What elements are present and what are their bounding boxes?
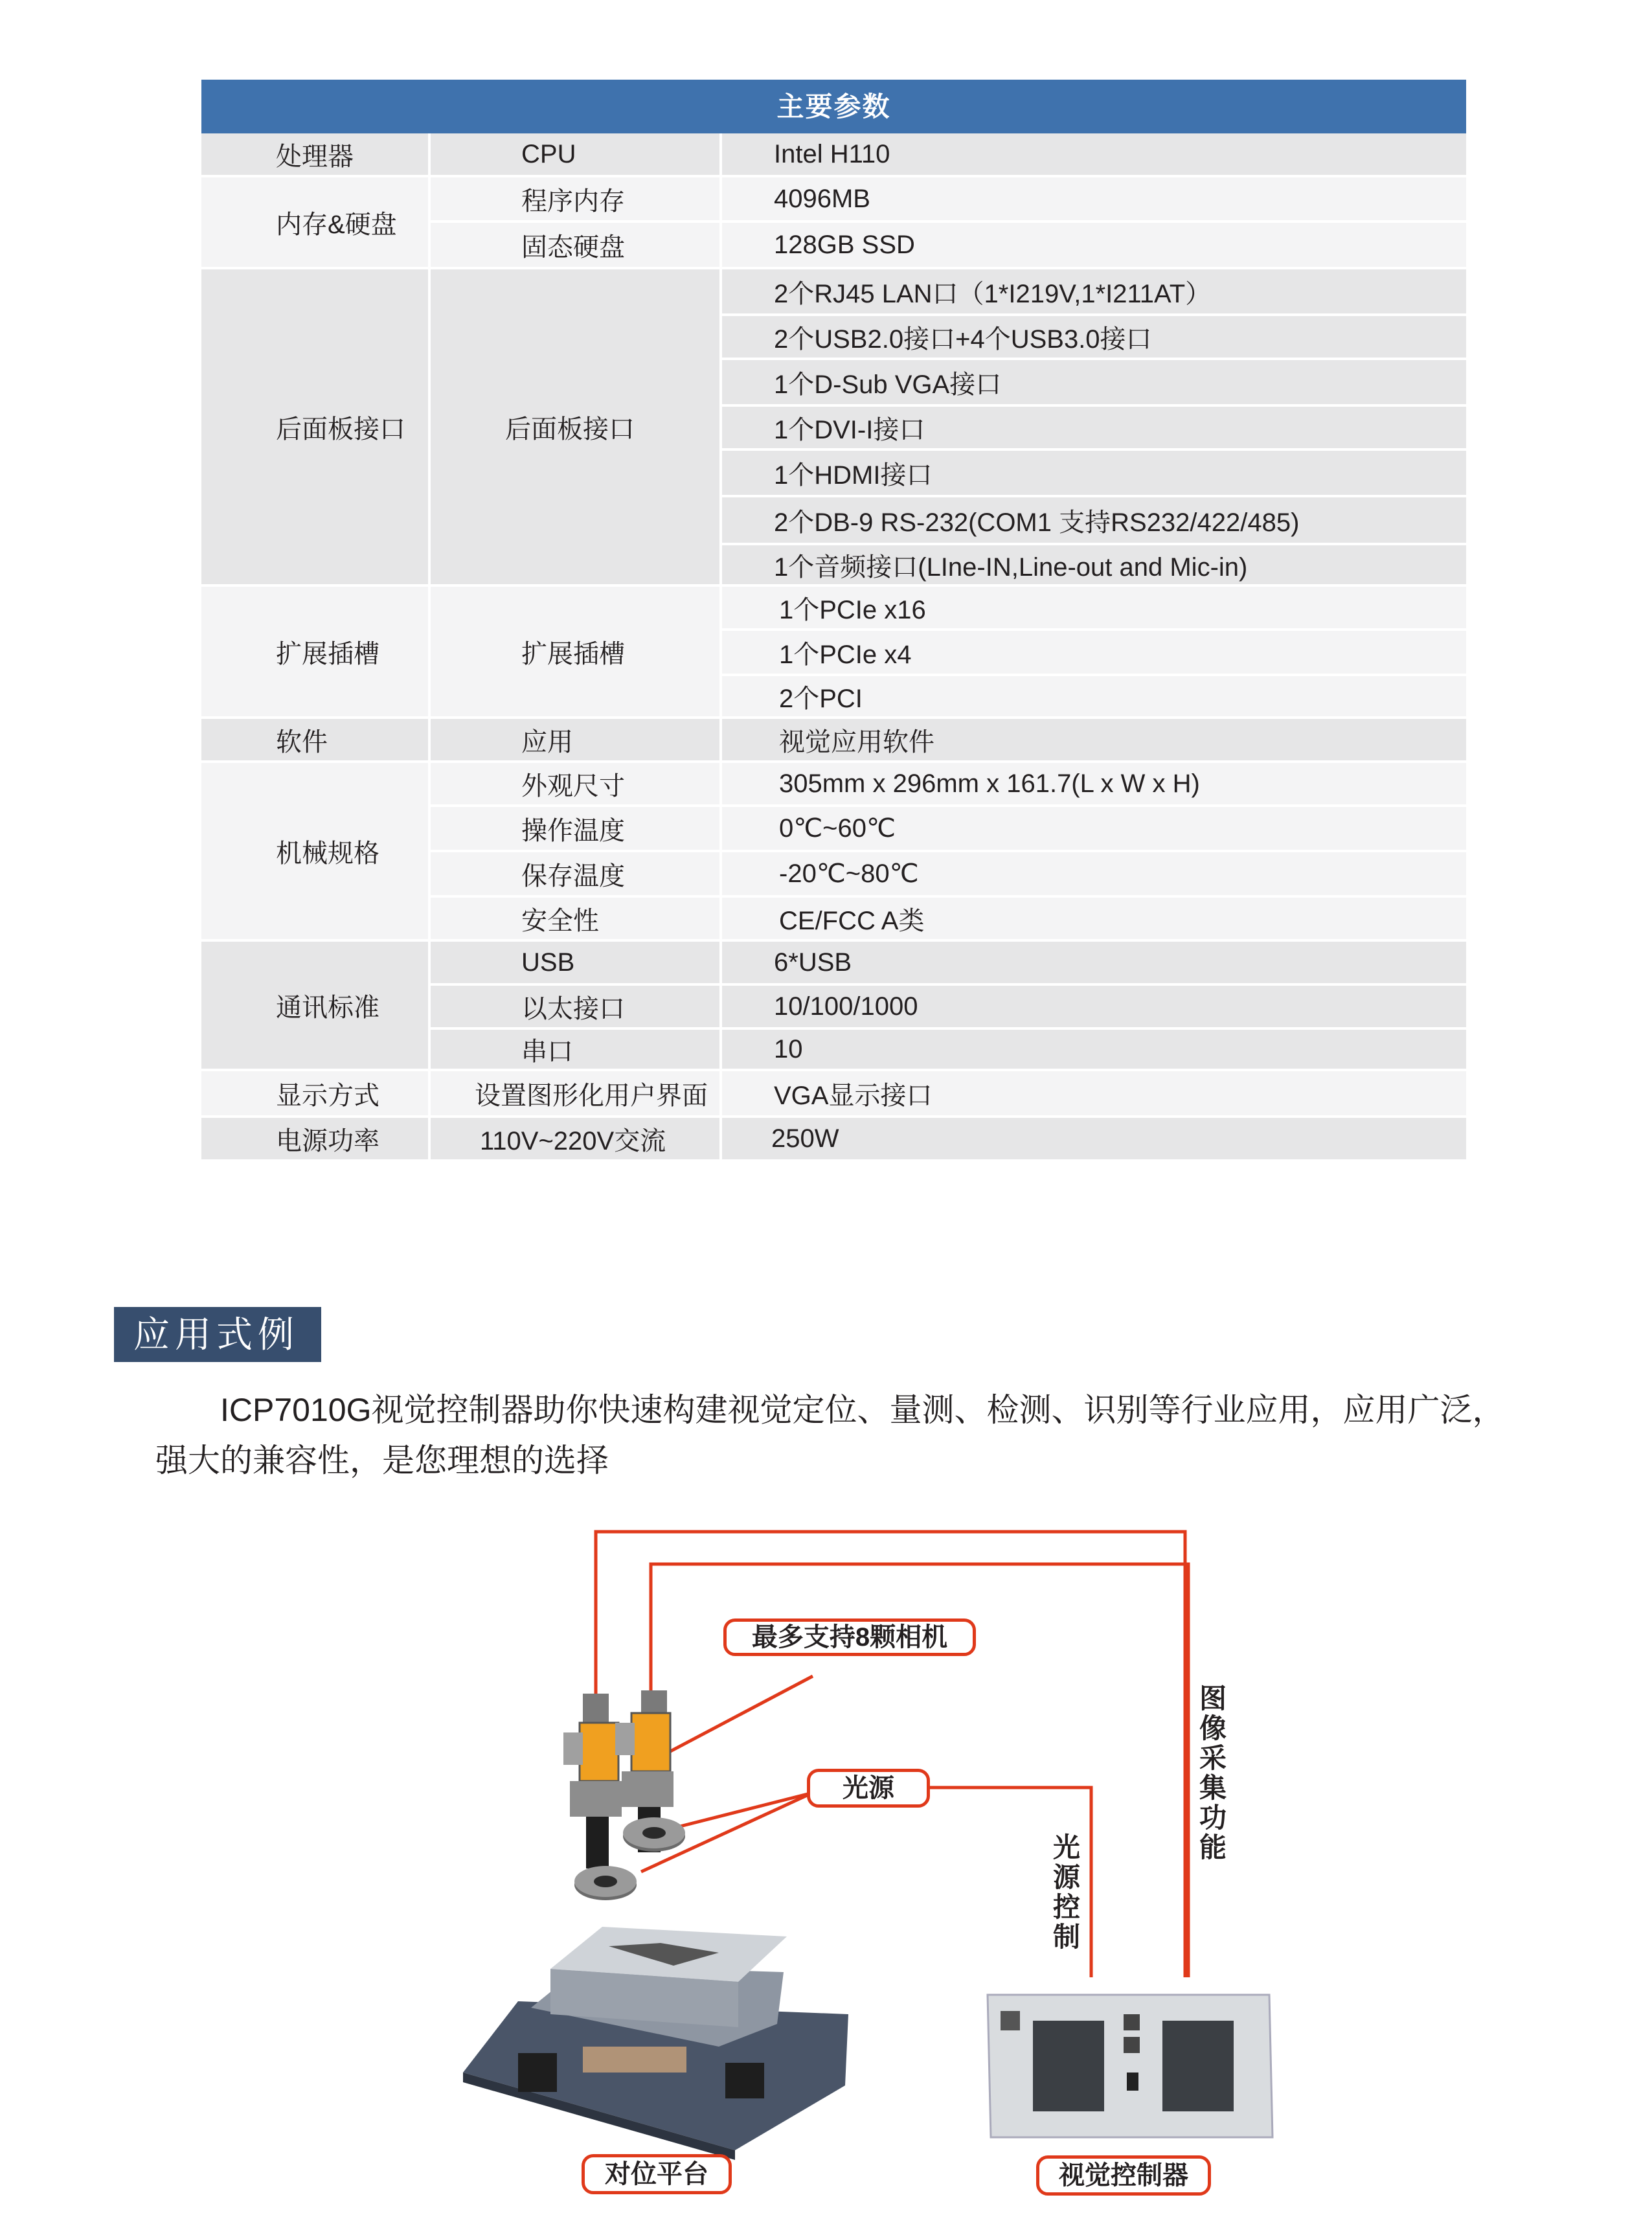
alignment-platform-icon	[463, 1927, 848, 2160]
row-value: 2个DB-9 RS-232(COM1 支持RS232/422/485)	[722, 497, 1466, 545]
diagram-graphics	[0, 1490, 1652, 2226]
row-value: Intel H110	[722, 133, 1466, 177]
row-value: 10/100/1000	[722, 986, 1466, 1030]
light-control-label: 光源控制	[1050, 1833, 1080, 1952]
row-item: 扩展插槽	[431, 587, 722, 719]
row-category: 内存&硬盘	[201, 177, 431, 269]
row-item: 110V~220V交流	[431, 1118, 722, 1159]
light-callout: 光源	[807, 1769, 930, 1808]
controller-callout: 视觉控制器	[1036, 2155, 1211, 2196]
row-value: 视觉应用软件	[722, 719, 1466, 763]
spec-table	[201, 80, 1466, 1159]
light-pointer-line-1	[680, 1793, 813, 1826]
intro-paragraph	[155, 1385, 1548, 1486]
row-value: VGA显示接口	[722, 1071, 1466, 1118]
row-value: 1个D-Sub VGA接口	[722, 360, 1466, 407]
row-item: 保存温度	[431, 852, 722, 898]
row-value: 1个音频接口(LIne-IN,Line-out and Mic-in)	[722, 545, 1466, 587]
row-item: 设置图形化用户界面	[431, 1071, 722, 1118]
row-value: 10	[722, 1030, 1466, 1071]
row-category: 后面板接口	[201, 269, 431, 587]
intro-line-1: ICP7010G视觉控制器助你快速构建视觉定位、量测、检测、识别等行业应用，应用广泛，	[220, 1392, 1505, 1428]
row-category: 电源功率	[201, 1118, 431, 1159]
row-value: 2个PCI	[722, 676, 1466, 719]
row-value: 1个DVI-I接口	[722, 407, 1466, 451]
application-diagram	[0, 1490, 1652, 2226]
row-item: 以太接口	[431, 986, 722, 1030]
row-value: 250W	[722, 1118, 1466, 1159]
table-header: 主要参数	[201, 80, 1466, 133]
row-value: 4096MB	[722, 177, 1466, 223]
row-category: 处理器	[201, 133, 431, 177]
row-value: 0℃~60℃	[722, 807, 1466, 852]
table-body	[201, 133, 1466, 1159]
row-category: 显示方式	[201, 1071, 431, 1118]
image-capture-label: 图像采集功能	[1196, 1684, 1227, 1863]
row-item: 串口	[431, 1030, 722, 1071]
row-item: CPU	[431, 133, 722, 177]
row-item: 应用	[431, 719, 722, 763]
row-value: 6*USB	[722, 942, 1466, 986]
row-category: 机械规格	[201, 763, 431, 942]
row-category: 通讯标准	[201, 942, 431, 1071]
row-item: 安全性	[431, 898, 722, 942]
section-title: 应用式例	[114, 1307, 321, 1362]
row-value: 1个PCIe x4	[722, 631, 1466, 676]
row-category: 扩展插槽	[201, 587, 431, 719]
connection-lines	[596, 1532, 1188, 1977]
row-item: 操作温度	[431, 807, 722, 852]
row-value: 128GB SSD	[722, 223, 1466, 269]
row-value: 305mm x 296mm x 161.7(L x W x H)	[722, 763, 1466, 807]
row-item: 外观尺寸	[431, 763, 722, 807]
row-value: 2个USB2.0接口+4个USB3.0接口	[722, 316, 1466, 360]
platform-callout: 对位平台	[582, 2154, 732, 2194]
row-value: 1个HDMI接口	[722, 451, 1466, 497]
row-value: 2个RJ45 LAN口（1*I219V,1*I211AT）	[722, 269, 1466, 316]
row-item: USB	[431, 942, 722, 986]
row-item: 程序内存	[431, 177, 722, 223]
row-value: 1个PCIe x16	[722, 587, 1466, 631]
camera-callout: 最多支持8颗相机	[723, 1618, 976, 1656]
intro-line-2: 强大的兼容性，是您理想的选择	[155, 1442, 609, 1479]
row-value: CE/FCC A类	[722, 898, 1466, 942]
capture-line-outer	[596, 1532, 1185, 1977]
camera-pointer-line	[651, 1676, 813, 1762]
vision-controller-icon	[988, 1995, 1273, 2137]
row-item: 固态硬盘	[431, 223, 722, 269]
row-value: -20℃~80℃	[722, 852, 1466, 898]
row-category: 软件	[201, 719, 431, 763]
row-item: 后面板接口	[431, 269, 722, 587]
